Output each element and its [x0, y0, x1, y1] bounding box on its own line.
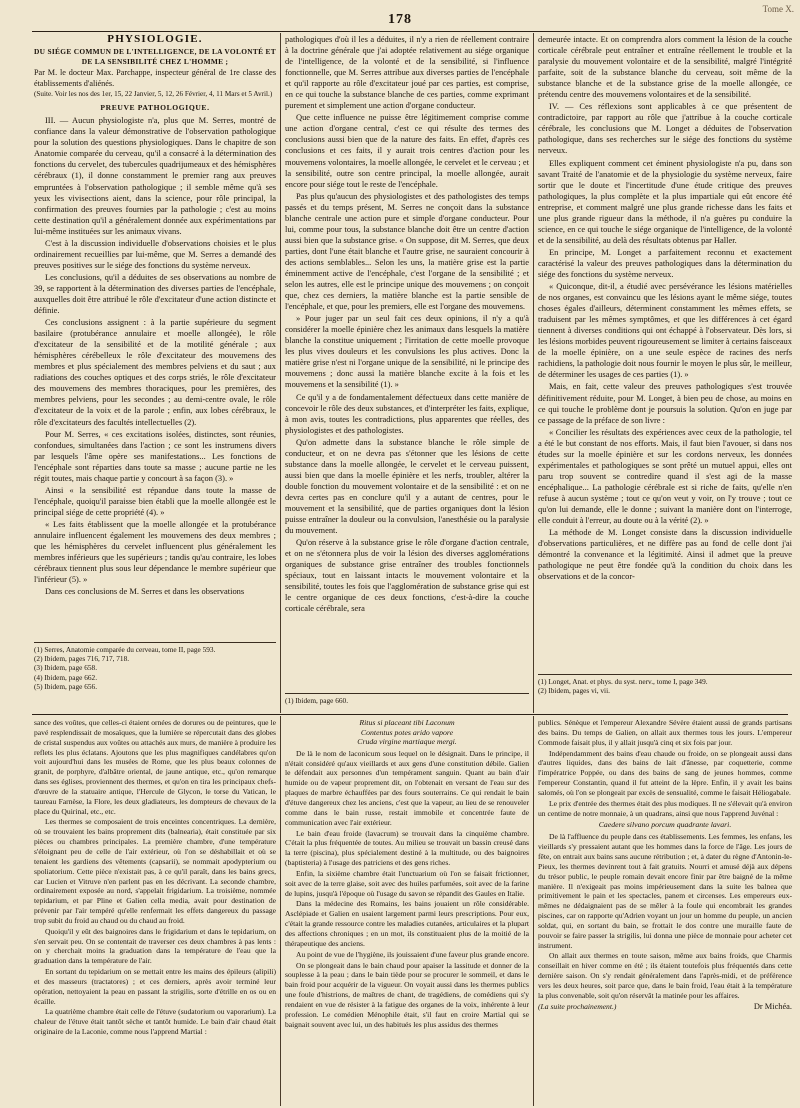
footnote: (3) Ibidem, page 658. — [34, 663, 98, 673]
paragraph: En sortant du tepidarium on se mettait entre les mains des épileurs (alipili) et des masseurs (tractatores) ; et ces derniers, après avoir terminé leur opération, nettoyaient la peau en passant la strigilis, sorte d'étrille en os ou en écaille. — [34, 967, 276, 1006]
article-author: Par M. le docteur Max. Parchappe, inspecteur général de 1re classe des établissements d'aliénés. — [34, 68, 276, 89]
paragraph: Le prix d'entrée des thermes était des plus modiques. Il ne s'élevait qu'à environ un centime de notre monnaie, à un quadrans, ainsi que nous l'apprend Juvénal : — [538, 798, 792, 818]
subsection-title: PREUVE PATHOLOGIQUE. — [100, 103, 210, 113]
footnote: (2) Ibidem, pages vi, vii. — [538, 686, 610, 696]
feuilleton-column-2 — [285, 718, 529, 1106]
column-divider — [280, 33, 281, 713]
paragraph: Au point de vue de l'hygiène, ils jouissaient d'une faveur plus grande encore. — [296, 949, 529, 959]
paragraph: Le bain d'eau froide (lavacrum) se trouvait dans la cinquième chambre. C'était la plus fréquentée de toutes. Au milieu se trouvait un bassin creusé dans la terre (piscina), plus spécialement destiné à la multitude, ou des baignoires (baptisteria) à l'usage des patriciens et des gens riches. — [285, 828, 529, 868]
paragraph: demeurée intacte. Et on comprendra alors comment la lésion de la couche corticale cérébrale peut entraîner et entraîne réellement le trouble et la paralysie du mouvement volontaire et de la sensibilité, malgré l'intégrité parfaite, soit de la substance blanche du cerveau, soit même de la substance blanche et de la substance grise de la moelle allongée, ce prétendu centre des mouvemens volontaires et de la sensibilité. — [538, 34, 792, 100]
paragraph: Dans la médecine des Romains, les bains jouaient un rôle considérable. Asclépiade et Galien en usaient largement parmi leurs prescriptions. Pour eux, c'était la grande ressource contre les maladies cutanées, articulaires et la plupart des affections chroniques ; en un mot, ils constituaient plus de la moitié de la thérapeutique des anciens. — [285, 899, 529, 948]
paragraph: Dans ces conclusions de M. Serres et dans les observations — [45, 586, 245, 597]
paragraph: « Quiconque, dit-il, a étudié avec persévérance les lésions matérielles de nos organes, est convaincu que les lésions ayant le même siége, toutes choses égales d'ailleurs, déterminent constamment les mêmes effets, se traduisent par les mêmes symptômes, et que les différences à cet égard tiennent à diverses conditions qui ont échappé à l'observateur. Dès lors, si les lésions morbides peuvent rigoureusement se limiter à certains faisceaux de la moelle épinière, on a une seule espèce de racines des nerfs rachidiens, la pathologie doit nous fournir le moyen le plus sûr, le meilleur, de déterminer les usages de ces parties (1). » — [538, 281, 792, 380]
paragraph: Mais, en fait, cette valeur des preuves pathologiques s'est trouvée définitivement réduite, pour M. Longet, à bien peu de chose, au moins en ce qui touche le problème dont je poursuis la solution. Qu'on en juge par ce passage de la préface de son livre : — [538, 381, 792, 425]
footnote: (5) Ibidem, page 656. — [34, 681, 98, 691]
column-divider — [533, 33, 534, 713]
paragraph: IV. — Ces réflexions sont applicables à ce que présentent de contradictoire, par rapport au rôle que j'attribue à la couche corticale cérébrale, les conclusions que M. Longet a déduites de l'observation pathologique, dans ses recherches sur le siége des fonctions du système nerveux. — [538, 101, 792, 156]
footnote: (1) Ibidem, page 660. — [285, 696, 349, 705]
paragraph: pathologiques d'où il les a déduites, il n'y a rien de réellement contraire à la doctrine générale que j'ai adoptée relativement au siége organique de l'intelligence, de la volonté et de la sensibilité, si l'influence fonctionnelle, que M. Serres attribue aux diverses parties de l'encéphale et qu'il rapporte au rôle d'excitateur joué par ces parties, est comprise, en ce qui touche la substance blanche de ces parties, comme exprimant purement et simplement une action d'organe conducteur. — [285, 34, 529, 111]
paragraph: sance des voûtes, que celles-ci étaient ornées de dorures ou de peintures, que le pavé resplendissait de mosaïques, que la lumière se répercutait dans des globes de cristal suspendus aux voûtes ou attachés aux murs, de manière à produire les reflets les plus éclatans. Ajoutons que les plus magnifiques candélabres qu'on voit aujourd'hui dans les musées de Rome, que les plus beaux colonnes de granit, de porphyre, d'albâtre oriental, de jaune antique, etc., qu'on remarque dans ses églises, proviennent des thermes, et qu'on en tira les principaux chefs-d'œuvre de la statuaire antique, l'Hercule de Glycon, le torse du Vatican, le taureau Farnèse, la Flore, les deux gladiateurs, les dompteurs de chevaux de la place du Quirinal, etc., etc. — [34, 718, 276, 816]
footnote: (1) Longet, Anat. et phys. du syst. nerv., tome I, page 349. — [538, 677, 708, 686]
paragraph: Ainsi « la sensibilité est répandue dans toute la masse de l'encéphale, quoiqu'il paraisse bien établi que la moelle allongée est le principal siége de cette propriété (4). » — [34, 484, 276, 517]
column-divider — [533, 716, 534, 1106]
paragraph: La méthode de M. Longet consiste dans la discussion individuelle d'observations particulières, et ne diffère pas au fond de celle dont j'ai démontré la convenance et la légitimité. Ainsi il admet que la preuve pathologique ne peut être fondée qu'à la condition du choix dans les observations et de la concor- — [538, 527, 792, 582]
feuilleton-column-3 — [538, 718, 792, 1106]
paragraph: La quatrième chambre était celle de l'étuve (sudatorium ou vaporarium). La chaleur de l'étuve était tantôt sèche et tantôt humide. Le bain d'air chaud était originaire de la Laconie, comme nous l'apprend Martial : — [34, 1007, 276, 1037]
paragraph: Elles expliquent comment cet éminent physiologiste n'a pu, dans son savant Traité de l'anatomie et de la physiologie du système nerveux, faire sortir que le doute et l'incertitude d'une étude critique des preuves pathologiques, la plus complète et la plus impartiale qui eût encore été entreprise, et comment malgré une plus grande richesse dans les faits et une plus grande rigueur dans la méthode, il n'a guères pu conduire la science, en ce qui touche le siége organique de l'intelligence, de la volonté et de la sensibilité, au delà des résultats obtenus par Haller. — [538, 157, 792, 245]
paragraph: Les conclusions, qu'il a déduites de ses observations au nombre de 39, se rapportent à la détermination des diverses parties de l'encéphale, auxquelles doit être attribué le rôle d'excitateur d'une action distincte et définie. — [34, 271, 276, 316]
paragraph: Pas plus qu'aucun des physiologistes et des pathologistes des temps passés et du temps présent, M. Serres ne conçoit dans la substance blanche centrale une action pure et simple d'organe conducteur. Pour lui, comme pour tous, la substance blanche doit être un centre d'action aussi bien que la substance grise. « On suppose, dit M. Serres, que deux parties, dont l'une était blanche et l'autre grise, ne sauraient concourir à des actions semblables... Selon les uns, la matière grise est la partie éminemment active de l'encéphale, c'est l'organe de la sensibilité ; et selon les autres, elle est le principe unique des mouvemens ; on conçoit que, chez ces derniers, la matière blanche est la partie sensible de l'encéphale, et que, pour les premiers, elle est l'organe des mouvemens. — [285, 190, 529, 312]
article-column-3 — [538, 34, 792, 670]
paragraph: Ces conclusions assignent : à la partie supérieure du segment basilaire (protubérance annulaire et moelle allongée), le rôle d'excitateur de la sensibilité et de la motilité générale ; aux hémisphères cérébelleux le rôle d'excitateur des mouvemens des membres et plus spécialement des membres pelviens et du saut ; aux radiations des couches optiques et des corps striés, le rôle d'excitateur des mouvemens des membres thoraciques, pour les premières, des membres pelviens, pour les secondes ; au demi-centre ovale, le rôle d'excitateur de la voix et de la parole ; enfin, aux lobes cérébraux, le rôle d'excitateurs des facultés intellectuelles (2). — [34, 317, 276, 427]
paragraph: C'est à la discussion individuelle d'observations choisies et le plus ordinairement recueillies par lui-même, que M. Serres a demandé des preuves positives sur le siége des fonctions du système nerveux. — [34, 237, 276, 270]
verse-line: Cruda virgine martiaque mergi. — [357, 737, 457, 747]
paragraph: » Pour juger par un seul fait ces deux opinions, il n'y a qu'à considérer la moelle épinière chez les animaux dans lesquels la matière blanche la constitue uniquement ; l'irritation de cette moelle provoque les plus vives douleurs et les convulsions les plus actives. Donc la matière grise n'est ni l'organe unique de la sensibilité, ni le principe des mouvemens ; donc aussi la matière blanche excite à la fois et les mouvemens et la sensibilité (1). » — [285, 313, 529, 390]
footnote: (4) Ibidem, page 662. — [34, 672, 98, 682]
paragraph: Enfin, la sixième chambre était l'unctuarium où l'on se faisait frictionner, soit avec de la terre glaise, soit avec des huiles parfumées, soit avec de la farine de lupins, jusqu'à l'époque où l'usage du savon se répandit des Gaules en Italie. — [285, 868, 529, 898]
verse-line: Ritus si placeant tibi Laconum — [359, 718, 455, 727]
paragraph: En principe, M. Longet a parfaitement reconnu et exactement caractérisé la valeur des preuves pathologiques dans la détermination du siége des fonctions du système nerveux. — [538, 246, 792, 279]
paragraph: III. — Aucun physiologiste n'a, plus que M. Serres, montré de confiance dans la valeur démonstrative de l'observation pathologique pour la solution des questions physiologiques. Dans le chapitre de son Anatomie comparée du cerveau, qu'il a consacré à la détermination des fonctions du cervelet, des tubercules quadrijumeaux et des hémisphères cérébraux (1), il donne constamment le premier rang aux preuves empruntées à l'observation pathologique ; il semble même qu'à ses yeux les vivisections aient, dans la science, pour rôle principal, la confirmation des preuves fournies par la pathologie ; c'est au moins cette destination qu'il a généralement donnée aux expérimentations par lui-même instituées sur les animaux vivans. — [34, 115, 276, 236]
footnote: (1) Serres, Anatomie comparée du cerveau, tome II, page 593. — [34, 645, 216, 654]
paragraph: Les thermes se composaient de trois enceintes concentriques. La dernière, où se trouvaient les bains proprement dits (balnearia), était constituée par six pièces ou chambres principales. La première chambre, d'une température s'éloignant peu de celle de l'air extérieur, où l'on se déshabillait et où se tenaient les gardiens des vêtements (capsarii), se nommait apodypterium ou spoliatorium. Cette pièce n'existait pas, à ce qu'il paraît, dans les bains grecs, car Lucien et Vitruve n'en parlent pas en les décrivant. La seconde chambre, ordinairement exposée au nord, s'appelait frigidarium. La troisième, nommée tepidarium, et par Pline et Galien cella media, avait pour destination de prévenir par l'air tempéré qu'elle renfermait les effets dangereux du passage trop subit du froid au chaud ou du chaud au froid. — [34, 817, 276, 925]
footnote: (2) Ibidem, pages 716, 717, 718. — [34, 654, 130, 664]
footnotes-column-1 — [34, 642, 276, 691]
article-column-2 — [285, 34, 529, 688]
paragraph: On se plongeait dans le bain chaud pour apaiser la lassitude et donner de la souplesse à la peau ; dans le bain tiède pour se procurer le sommeil, et dans le bain froid pour acquérir de la vigueur. On voyait aussi dans les thermes publics une foule d'histrions, de maîtres de chant, de tragédiens, de comédiens qui s'y rendaient en vue de résister à la fatigue des organes de la voix, inhérente à leur profession. Le comédien Ménophile était, s'il faut en croire Martial qui se baignait souvent avec lui, un des habitués les plus assidus des thermes — [285, 960, 529, 1029]
feuilleton-column-1 — [34, 718, 276, 1106]
latin-quote: Caedere silvano porcum quadrante lavari. — [598, 820, 732, 830]
paragraph: Indépendamment des bains d'eau chaude ou froide, on se plongeait aussi dans d'autres liquides, dans des bains de lait d'ânesse, par coquetterie, comme l'impératrice Poppée, ou dans des bains de sang de jeunes hommes, comme l'empereur Constantin, quand il fut atteint de la lèpre. Enfin, il y avait les bains salomés, où l'on se plongeait par excès de sensualité, comme le faisait Héliogabale. — [538, 748, 792, 797]
paragraph: Quoiqu'il y eût des baignoires dans le frigidarium et dans le tepidarium, on s'en servait peu. On se contentait de traverser ces deux chambres à pas lents : on y cherchait moins la graduation dans la température de l'eau que la graduation dans la température de l'air. — [34, 926, 276, 966]
footnotes-column-3 — [538, 674, 792, 695]
paragraph: « Les faits établissent que la moelle allongée et la protubérance annulaire influencent également les mouvemens des deux membres ; que les hémisphères du cervelet influencent plus généralement les membres inférieurs que les supérieurs ; tandis qu'au contraire, les lobes cérébraux tiennent plus sous leur dépendance le membre supérieur que l'inférieur (5). » — [34, 518, 276, 585]
paragraph: publics. Sénèque et l'empereur Alexandre Sévère étaient aussi de grands partisans des bains. Du temps de Galien, on allait aux thermes tous les jours. L'empereur Commode faisait plus, il y allait jusqu'à cinq et six fois par jour. — [538, 718, 792, 747]
column-divider — [280, 716, 281, 1106]
paragraph: Que cette influence ne puisse être légitimement comprise comme une action d'organe central, c'est ce qui résulte des termes des conclusions aussi bien que de la nature des faits. En effet, d'après ces conclusions et ces faits, il y aurait trois centres d'action pour les mouvemens volontaires, la moelle allongée, le cervelet et le cerveau ; et la sensibilité, outre son centre principal, la moelle allongée, aurait encore pour siége tout le reste de l'encéphale. — [285, 112, 529, 189]
running-header-right: Tome X. — [762, 4, 794, 14]
paragraph: Ce qu'il y a de fondamentalement défectueux dans cette manière de concevoir le rôle des deux substances, et d'interpréter les faits, explique, à mon avis, toutes les contradictions, plus apparentes que réelles, des physiologistes et des pathologistes. — [285, 391, 529, 435]
paragraph: De là le nom de laconicum sous lequel on le désignait. Dans le principe, il n'était considéré qu'aux vieillards et aux gens d'une constitution débile. Galien le défendait aux personnes d'un tempérament sanguin. Quant au bain d'air humide ou de vapeur proprement dit, on l'obtenait en versant de l'eau sur des plaques de marbre échauffées par des fours souterrains. Ce qui rendait le bain d'étuve dangereux chez les anciens, c'est que la vapeur, au lieu de se renouveler comme dans le bain russe, restait immobile et concentrée faute de communication avec l'air extérieur. — [285, 748, 529, 827]
footnotes-column-2 — [285, 693, 529, 705]
verse-line: Contentus potes arido vapore — [360, 727, 454, 737]
article-column-1 — [34, 34, 276, 638]
paragraph: Qu'on admette dans la substance blanche le rôle simple de conducteur, et on ne devra pas s'étonner que les lésions de cette substance dans la moelle allongée, le cervelet et le cerveau puissent, aussi bien que dans la moelle épinière et les nerfs, troubler, altérer la double fonction du mouvement volontaire et de la sensibilité : et on ne devra certes pas en conclure qu'il y a autant de centres, pour le mouvement et la sensibilité, que de parties organiques dont la lésion puisse entraîner la douleur ou la convulsion, l'anesthésie ou la paralysie du mouvement. — [285, 436, 529, 536]
article-continuation-note: (Suite. Voir les nos des 1er, 15, 22 Janvier, 5, 12, 26 Février, 4, 11 Mars et 5 Avril.) — [34, 90, 273, 99]
continuation-note: (La suite prochainement.) — [538, 1001, 617, 1011]
article-title: DU SIÉGE COMMUN DE L'INTELLIGENCE, DE LA VOLONTÉ ET DE LA SENSIBILITÉ CHEZ L'HOMME ; — [34, 47, 276, 66]
page-number: 178 — [388, 12, 412, 27]
signature-line — [538, 1002, 792, 1012]
paragraph: On allait aux thermes en toute saison, même aux bains froids, que Charmis conseillait en hiver comme en été ; ils étaient toutefois plus fréquentés dans cette dernière saison. On s'y rendait généralement dans l'après-midi, et de préférence vers les deux heures, soit parce que, dans le bain froid, l'eau était à la température la plus convenable, soit qu'on réservât la matinée pour les affaires. — [538, 951, 792, 1000]
paragraph: Qu'on réserve à la substance grise le rôle d'organe d'action centrale, et on ne s'étonnera plus de voir la lésion des diverses agglomérations organiques de substance grise entraîner des troubles fonctionnels spéciaux, tout en laissant intacts le mouvement volontaire et la sensibilité, toutes les fois que l'agglomération de substance grise qui est le centre organique de ces deux fonctions, c'est-à-dire la couche corticale cérébrale, sera — [285, 537, 529, 614]
section-heading: PHYSIOLOGIE. — [107, 34, 203, 45]
author-signature: Dr Michéa. — [753, 1001, 792, 1011]
top-rule — [32, 31, 788, 32]
paragraph: Pour M. Serres, « ces excitations isolées, distinctes, sont réunies, confondues, simultanées dans l'action ; ce sont les instrumens divers par lesquels l'âme opère ses manifestations... Les fonctions de l'encéphale sont réparties dans toute sa masse ; aucune partie ne les régit toutes, mais chaque partie y concourt à sa façon (3). » — [34, 428, 276, 483]
section-rule — [32, 714, 788, 715]
paragraph: De là l'affluence du peuple dans ces établissements. Les femmes, les enfans, les vieillards s'y pressaient autant que les hommes dans la force de l'âge. Les jours de fête, on entrait aux bains sans aucune rétribution ; et, à dater du règne d'Antonin-le-Pieux, les thermes devinrent tout à fait gratuits. Nourri et amusé déjà aux dépens du trésor public, le peuple romain devait encore finir par être baigné de la même manière. Il n'exigeait pas moins impérieusement dans la suite les balnea que primitivement le pain et les spectacles, panem et circenses. Les empereurs eux-mêmes ne dédaignaient pas de se mêler à la foule qui encombrait les grandes piscines, car on rapporte qu'Adrien voyant un jour un homme du peuple, un ancien soldat, qui, en sortant du bain, se frottait le dos contre une muraille faute de pouvoir se faire passer la strigilis, lui donna une pièce de monnaie pour acheter cet instrument. — [538, 832, 792, 950]
paragraph: « Concilier les résultats des expériences avec ceux de la pathologie, tel a été le but constant de nos efforts. Mais, il faut bien l'avouer, si dans nos études sur la moelle épinière et sur les cordons nerveux, les données expérimentales et pathologiques se sont prêté un mutuel appui, elles ont paru trop souvent se contredire quand il s'est agi de la masse encéphalique... La pathologie cérébrale est si riche de faits, qu'elle n'en refuse à aucun système ; tout ce qu'on veut y voir, on l'y trouve ; tout ce qu'on lui demande, elle le donne ; suivant la manière dont on l'interroge, elle conduit à l'erreur, au doute ou à la vérité (2). » — [538, 426, 792, 526]
